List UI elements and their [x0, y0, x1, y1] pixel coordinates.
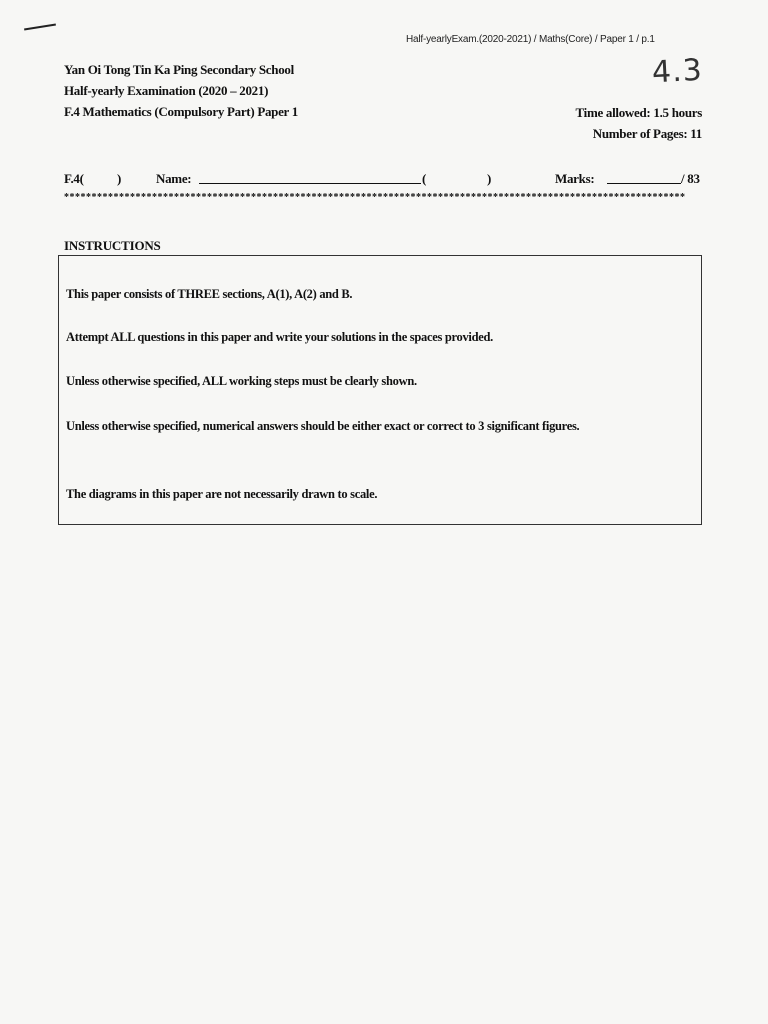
stray-pen-mark	[24, 24, 56, 31]
class-label: F.4(	[64, 171, 84, 186]
star-separator: *****************************************************************************************************************	[64, 192, 686, 203]
instruction-item: This paper consists of THREE sections, A(1), A(2) and B.	[66, 287, 353, 301]
number-open-paren: (	[422, 171, 427, 186]
number-of-pages: Number of Pages: 11	[592, 126, 702, 141]
school-name: Yan Oi Tong Tin Ka Ping Secondary School	[64, 62, 294, 77]
instruction-item: The diagrams in this paper are not necessarily drawn to scale.	[66, 487, 378, 501]
marks-label: Marks:	[555, 171, 595, 186]
exam-header-right	[576, 102, 702, 144]
class-close-paren: )	[117, 171, 122, 186]
exam-header-left	[64, 59, 298, 122]
number-close-paren: )	[487, 171, 492, 186]
time-allowed: Time allowed: 1.5 hours	[575, 105, 702, 120]
instructions-box	[58, 255, 702, 525]
instruction-item: Unless otherwise specified, ALL working steps must be clearly shown.	[66, 374, 417, 388]
student-info-line	[64, 171, 706, 191]
marks-total: / 83	[681, 171, 700, 186]
instruction-item: Unless otherwise specified, numerical answers should be either exact or correct to 3 significant figures.	[66, 419, 580, 433]
name-label: Name:	[156, 171, 192, 186]
instructions-heading: INSTRUCTIONS	[64, 238, 161, 253]
name-blank[interactable]	[199, 171, 421, 188]
marks-blank[interactable]	[607, 171, 681, 188]
exam-title: Half-yearly Examination (2020 – 2021)	[64, 83, 269, 98]
instruction-item: Attempt ALL questions in this paper and write your solutions in the spaces provided.	[66, 330, 493, 344]
page-reference: Half-yearlyExam.(2020-2021) / Maths(Core) / Paper 1 / p.1	[406, 34, 655, 45]
handwritten-score: 4.3	[651, 52, 704, 91]
paper-title: F.4 Mathematics (Compulsory Part) Paper 1	[64, 104, 298, 119]
